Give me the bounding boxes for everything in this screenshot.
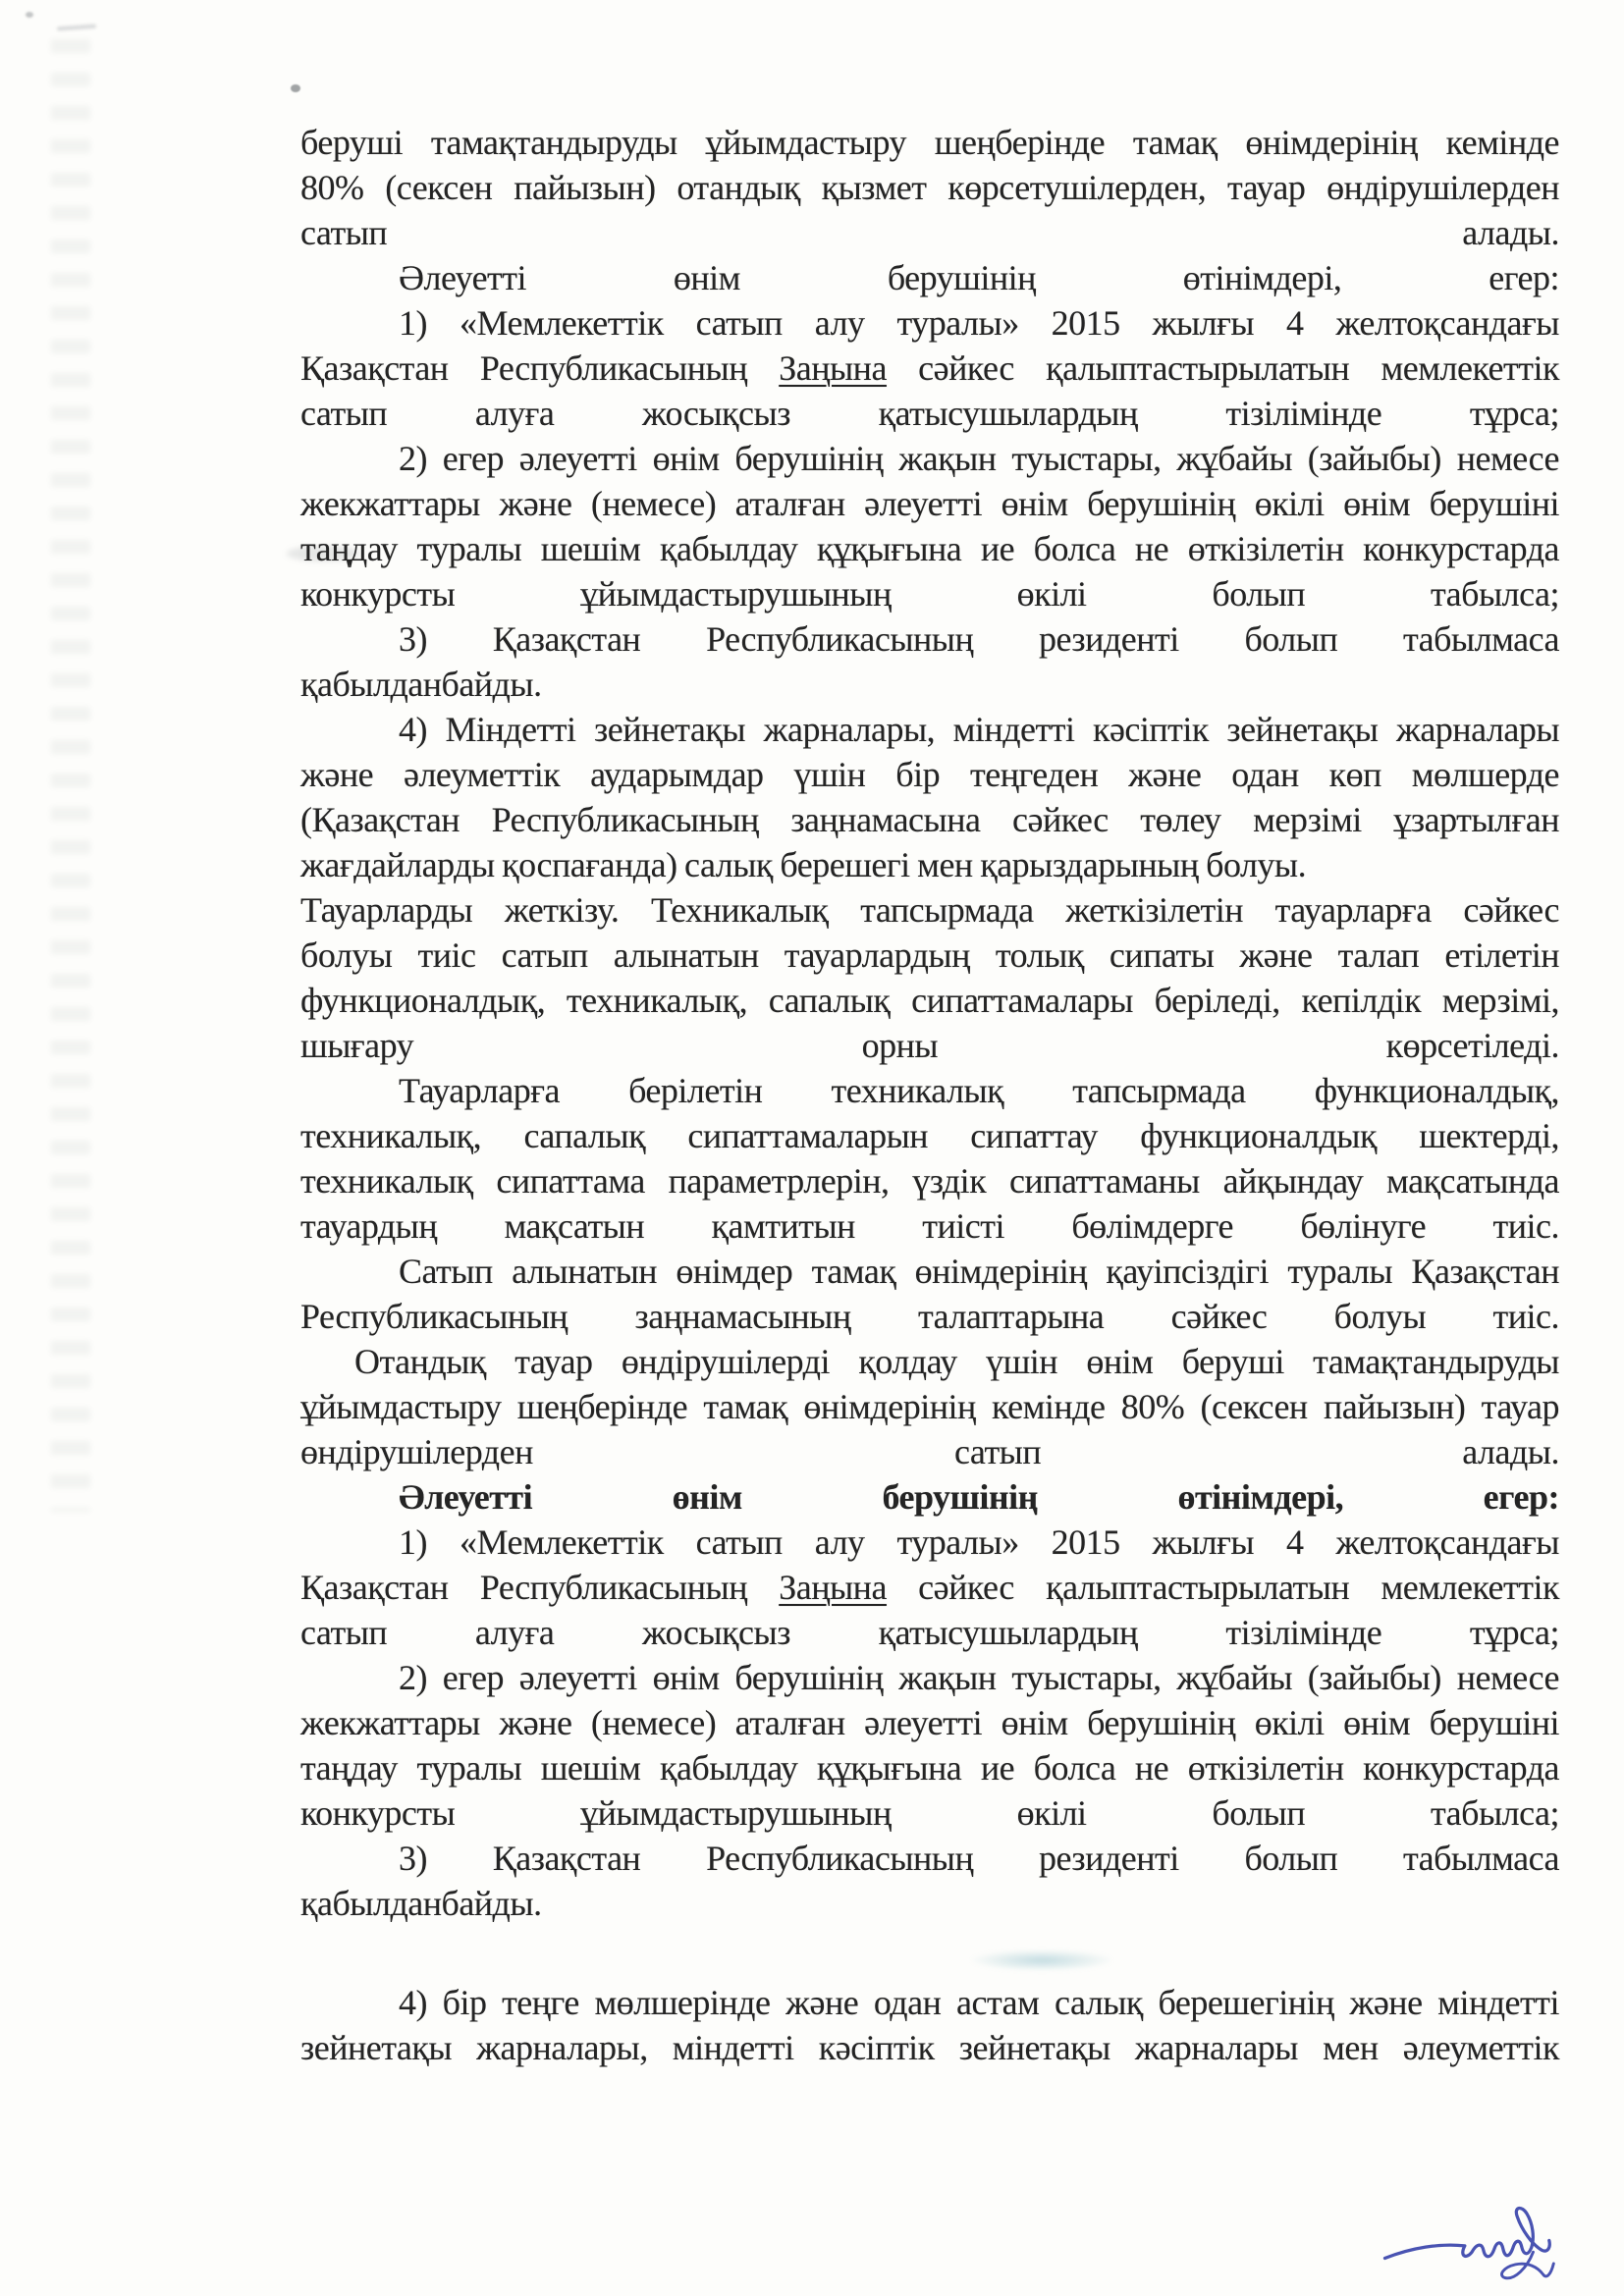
text-segment: қабылданбайды. (300, 1884, 542, 1923)
scan-speck (57, 25, 96, 31)
text-line (300, 210, 1559, 255)
text-line (300, 1113, 1559, 1158)
underlined-law-reference: Заңына (779, 348, 887, 388)
text-segment: Әлеуетті өнім берушінің өтінімдері, егер: (399, 1477, 1559, 1517)
text-segment: Тауарларды жеткізу. Техникалық тапсырмада жеткізілетін тауарларға сәйкес (300, 890, 1559, 930)
text-line (300, 526, 1559, 571)
text-segment: таңдау туралы шешім қабылдау құқығына ие болса не өткізілетін конкурстарда (300, 529, 1559, 568)
text-segment: Қазақстан Республикасының (300, 348, 780, 388)
text-line (300, 346, 1559, 391)
text-segment: беруші тамақтандыруды ұйымдастыру шеңберінде тамақ өнімдерінің кемінде (300, 123, 1559, 162)
text-line (300, 1745, 1559, 1790)
text-line (300, 887, 1559, 933)
text-segment: сәйкес қалыптастырылатын мемлекеттік (886, 348, 1559, 388)
text-line (300, 1474, 1559, 1520)
text-segment: жекжаттары және (немесе) аталған әлеуетті өнім берушінің өкілі өнім берушіні (300, 1703, 1559, 1742)
text-line (300, 571, 1559, 616)
text-line (300, 300, 1559, 346)
scan-bleedthrough-strip (51, 39, 90, 1512)
text-segment: сатып алуға жосықсыз қатысушылардың тізілімінде тұрса; (300, 394, 1559, 433)
text-line (300, 1203, 1559, 1249)
text-segment: болуы тиіс сатып алынатын тауарлардың толық сипаты және талап етілетін (300, 935, 1559, 975)
text-segment: Республикасының заңнамасының талаптарына сәйкес болуы тиіс. (300, 1297, 1559, 1336)
signature-ink (1377, 2189, 1569, 2291)
text-line (300, 797, 1559, 842)
text-segment: сатып алуға жосықсыз қатысушылардың тізілімінде тұрса; (300, 1613, 1559, 1652)
text-line (300, 1565, 1559, 1610)
text-line (300, 120, 1559, 165)
text-segment: техникалық сипаттама параметрлерін, үздік сипаттаманы айқындау мақсатында (300, 1161, 1559, 1201)
text-line (300, 1836, 1559, 1881)
text-line (300, 165, 1559, 210)
scan-speck (26, 12, 33, 18)
text-segment: конкурсты ұйымдастырушының өкілі болып табылса; (300, 1793, 1559, 1833)
text-line (300, 1384, 1559, 1429)
text-segment: Қазақстан Республикасының (300, 1568, 780, 1607)
text-segment: және әлеуметтік аударымдар үшін бір теңгеден және одан көп мөлшерде (300, 755, 1559, 794)
text-segment: жағдайларды қоспағанда) салық берешегі мен қарыздарының болуы. (300, 845, 1307, 884)
text-segment: жекжаттары және (немесе) аталған әлеуетті өнім берушінің өкілі өнім берушіні (300, 484, 1559, 523)
text-segment: 3) Қазақстан Республикасының резиденті болып табылмаса (399, 619, 1559, 659)
text-segment: шығару орны көрсетіледі. (300, 1026, 1559, 1065)
text-segment: 2) егер әлеуетті өнім берушінің жақын туыстары, жұбайы (зайыбы) немесе (399, 439, 1559, 478)
text-line (300, 1980, 1559, 2025)
text-segment: Сатып алынатын өнімдер тамақ өнімдерінің қауіпсіздігі туралы Қазақстан (399, 1252, 1559, 1291)
text-line (300, 662, 1559, 707)
text-segment: 1) «Мемлекеттік сатып алу туралы» 2015 жылғы 4 желтоқсандағы (399, 303, 1559, 343)
text-segment: өндірушілерден сатып алады. (300, 1432, 1559, 1471)
signature (1377, 2189, 1569, 2291)
text-segment: 4) бір теңге мөлшерінде және одан астам салық берешегінің және міндетті (399, 1983, 1559, 2022)
text-line (300, 933, 1559, 978)
text-line (300, 1294, 1559, 1339)
text-segment: таңдау туралы шешім қабылдау құқығына ие болса не өткізілетін конкурстарда (300, 1748, 1559, 1788)
page-text (300, 120, 1559, 2070)
text-segment: сәйкес қалыптастырылатын мемлекеттік (886, 1568, 1559, 1607)
text-line (300, 1700, 1559, 1745)
text-line (300, 1655, 1559, 1700)
text-line (300, 842, 1559, 887)
text-line (300, 1790, 1559, 1836)
text-segment: техникалық, сапалық сипаттамаларын сипаттау функционалдық шектерді, (300, 1116, 1559, 1155)
text-segment: сатып алады. (300, 213, 1559, 252)
text-line (300, 1158, 1559, 1203)
text-segment: 2) егер әлеуетті өнім берушінің жақын туыстары, жұбайы (зайыбы) немесе (399, 1658, 1559, 1697)
text-line (300, 1610, 1559, 1655)
text-line (300, 255, 1559, 300)
text-segment: Тауарларға берілетін техникалық тапсырмада функционалдық, (399, 1071, 1559, 1110)
text-segment: Отандық тауар өндірушілерді қолдау үшін өнім беруші тамақтандыруды (354, 1342, 1559, 1381)
text-line (300, 481, 1559, 526)
text-line (300, 752, 1559, 797)
text-segment: 4) Міндетті зейнетақы жарналары, міндетті кәсіптік зейнетақы жарналары (399, 710, 1559, 749)
text-line (300, 1520, 1559, 1565)
text-segment: тауардың мақсатын қамтитын тиісті бөлімдерге бөлінуге тиіс. (300, 1206, 1559, 1246)
text-segment: 3) Қазақстан Республикасының резиденті болып табылмаса (399, 1839, 1559, 1878)
text-line (300, 391, 1559, 436)
text-line (300, 1339, 1559, 1384)
text-line (300, 1881, 1559, 1926)
text-segment: Әлеуетті өнім берушінің өтінімдері, егер: (399, 258, 1559, 297)
text-segment: зейнетақы жарналары, міндетті кәсіптік зейнетақы жарналары мен әлеуметтік (300, 2028, 1559, 2067)
text-line (300, 2025, 1559, 2070)
text-segment: 80% (сексен пайызын) отандық қызмет көрсетушілерден, тауар өндірушілерден (300, 168, 1559, 207)
text-line (300, 1023, 1559, 1068)
scan-speck (291, 84, 300, 92)
text-line (300, 616, 1559, 662)
text-segment: конкурсты ұйымдастырушының өкілі болып табылса; (300, 574, 1559, 614)
text-segment: функционалдық, техникалық, сапалық сипаттамалары беріледі, кепілдік мерзімі, (300, 981, 1559, 1020)
text-line (300, 1249, 1559, 1294)
text-segment: (Қазақстан Республикасының заңнамасына сәйкес төлеу мерзімі ұзартылған (300, 800, 1559, 839)
text-line (300, 1429, 1559, 1474)
text-line (300, 1068, 1559, 1113)
underlined-law-reference: Заңына (779, 1568, 887, 1607)
text-line (300, 978, 1559, 1023)
text-line (300, 707, 1559, 752)
text-segment: қабылданбайды. (300, 665, 542, 704)
text-segment: 1) «Мемлекеттік сатып алу туралы» 2015 жылғы 4 желтоқсандағы (399, 1522, 1559, 1562)
text-segment: ұйымдастыру шеңберінде тамақ өнімдерінің кемінде 80% (сексен пайызын) тауар (300, 1387, 1559, 1426)
text-line (300, 436, 1559, 481)
